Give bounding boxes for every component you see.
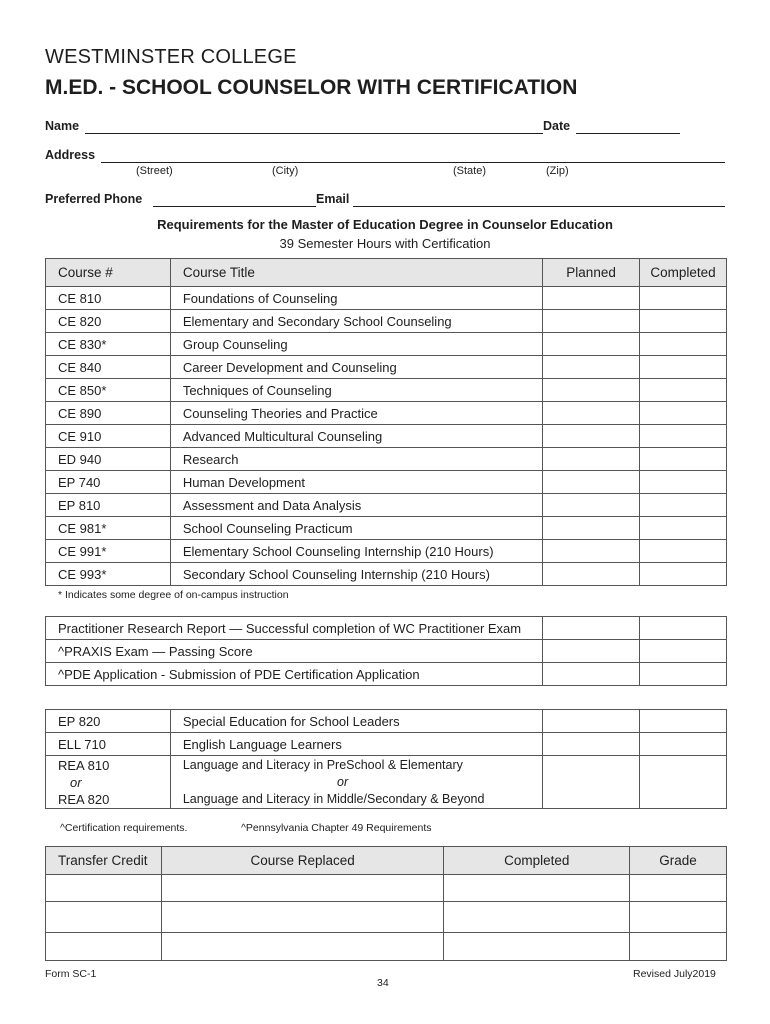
exam-table xyxy=(45,616,727,686)
course-title: Assessment and Data Analysis xyxy=(170,494,542,517)
course-number: EP 810 xyxy=(46,494,171,517)
date-field[interactable] xyxy=(576,133,680,134)
completed-cell[interactable] xyxy=(640,494,727,517)
table-row xyxy=(46,710,727,733)
table-row xyxy=(46,540,727,563)
completed-cell[interactable] xyxy=(444,902,630,933)
table-row xyxy=(46,517,727,540)
completed-cell[interactable] xyxy=(640,663,727,686)
course-title: Group Counseling xyxy=(170,333,542,356)
course-number: ED 940 xyxy=(46,448,171,471)
planned-cell[interactable] xyxy=(543,402,640,425)
program-title: M.ED. - SCHOOL COUNSELOR WITH CERTIFICATION xyxy=(45,76,578,99)
course-replaced-cell[interactable] xyxy=(161,902,444,933)
planned-cell[interactable] xyxy=(543,517,640,540)
course-title: Foundations of Counseling xyxy=(170,287,542,310)
header-grade: Grade xyxy=(630,847,727,875)
revised-date: Revised July2019 xyxy=(633,968,716,980)
course-replaced-cell[interactable] xyxy=(161,875,444,902)
planned-cell[interactable] xyxy=(543,756,640,809)
rea-course-titles xyxy=(170,756,542,809)
planned-cell[interactable] xyxy=(543,448,640,471)
transfer-table xyxy=(45,846,727,961)
completed-cell[interactable] xyxy=(640,617,727,640)
date-label: Date xyxy=(543,119,571,133)
form-id: Form SC-1 xyxy=(45,968,97,980)
rea-title-1: Language and Literacy in PreSchool & Elementary xyxy=(182,757,463,772)
table-row xyxy=(46,425,727,448)
course-number: CE 820 xyxy=(46,310,171,333)
street-caption: (Street) xyxy=(136,165,173,177)
planned-cell[interactable] xyxy=(543,356,640,379)
rea-number-1: REA 810 xyxy=(58,757,110,773)
header-course-title: Course Title xyxy=(170,259,542,287)
planned-cell[interactable] xyxy=(543,494,640,517)
planned-cell[interactable] xyxy=(543,333,640,356)
planned-cell[interactable] xyxy=(543,563,640,586)
course-table xyxy=(45,258,727,586)
completed-cell[interactable] xyxy=(640,402,727,425)
completed-cell[interactable] xyxy=(640,333,727,356)
header-planned: Planned xyxy=(543,259,640,287)
course-number: EP 740 xyxy=(46,471,171,494)
completed-cell[interactable] xyxy=(640,563,727,586)
address-label: Address xyxy=(45,148,96,162)
completed-cell[interactable] xyxy=(640,379,727,402)
course-number: CE 890 xyxy=(46,402,171,425)
course-number: ELL 710 xyxy=(46,733,171,756)
certification-note: ^Certification requirements. xyxy=(60,822,188,834)
planned-cell[interactable] xyxy=(543,617,640,640)
table-row xyxy=(46,471,727,494)
transfer-credit-cell[interactable] xyxy=(46,875,162,902)
planned-cell[interactable] xyxy=(543,733,640,756)
rea-course-numbers xyxy=(46,756,171,809)
course-replaced-cell[interactable] xyxy=(161,933,444,961)
table-row xyxy=(46,663,727,686)
completed-cell[interactable] xyxy=(640,540,727,563)
requirement-text: ^PRAXIS Exam — Passing Score xyxy=(46,640,543,663)
header-completed: Completed xyxy=(640,259,727,287)
completed-cell[interactable] xyxy=(640,733,727,756)
course-title: Secondary School Counseling Internship (210 Hours) xyxy=(170,563,542,586)
course-title: Career Development and Counseling xyxy=(170,356,542,379)
table-row xyxy=(46,356,727,379)
completed-cell[interactable] xyxy=(640,710,727,733)
email-label: Email xyxy=(316,192,350,206)
table-row xyxy=(46,875,727,902)
name-label: Name xyxy=(45,119,80,133)
course-title: Special Education for School Leaders xyxy=(170,710,542,733)
email-field[interactable] xyxy=(353,206,725,207)
requirements-title: Requirements for the Master of Education Degree in Counselor Education xyxy=(157,217,613,232)
header-transfer-credit: Transfer Credit xyxy=(46,847,162,875)
grade-cell[interactable] xyxy=(630,875,727,902)
table-row xyxy=(46,333,727,356)
course-number: CE 981* xyxy=(46,517,171,540)
course-number: CE 850* xyxy=(46,379,171,402)
course-number: CE 993* xyxy=(46,563,171,586)
completed-cell[interactable] xyxy=(640,425,727,448)
table-row xyxy=(46,448,727,471)
rea-title-2: Language and Literacy in Middle/Secondary & Beyond xyxy=(182,791,485,806)
table-row xyxy=(46,310,727,333)
transfer-header-row xyxy=(46,847,727,875)
completed-cell[interactable] xyxy=(640,640,727,663)
course-title: Counseling Theories and Practice xyxy=(170,402,542,425)
course-title: English Language Learners xyxy=(170,733,542,756)
course-header-row xyxy=(46,259,727,287)
planned-cell[interactable] xyxy=(543,640,640,663)
table-row xyxy=(46,379,727,402)
course-title: School Counseling Practicum xyxy=(170,517,542,540)
transfer-credit-cell[interactable] xyxy=(46,933,162,961)
zip-caption: (Zip) xyxy=(546,165,569,177)
header-course-replaced: Course Replaced xyxy=(161,847,444,875)
completed-cell[interactable] xyxy=(444,933,630,961)
course-number: CE 830* xyxy=(46,333,171,356)
requirements-subtitle: 39 Semester Hours with Certification xyxy=(279,236,491,251)
planned-cell[interactable] xyxy=(543,710,640,733)
course-title: Elementary School Counseling Internship (210 Hours) xyxy=(170,540,542,563)
address-field[interactable] xyxy=(101,162,725,163)
course-number: CE 910 xyxy=(46,425,171,448)
certification-table xyxy=(45,709,727,809)
completed-cell[interactable] xyxy=(640,356,727,379)
table-row xyxy=(46,733,727,756)
planned-cell[interactable] xyxy=(543,663,640,686)
table-row xyxy=(46,494,727,517)
table-row xyxy=(46,640,727,663)
grade-cell[interactable] xyxy=(630,933,727,961)
planned-cell[interactable] xyxy=(543,287,640,310)
completed-cell[interactable] xyxy=(444,875,630,902)
pennsylvania-note: ^Pennsylvania Chapter 49 Requirements xyxy=(241,822,432,834)
table-row xyxy=(46,563,727,586)
course-title: Human Development xyxy=(170,471,542,494)
completed-cell[interactable] xyxy=(640,471,727,494)
header-course-number: Course # xyxy=(46,259,171,287)
grade-cell[interactable] xyxy=(630,902,727,933)
rea-title-or: or xyxy=(337,774,349,789)
table-row xyxy=(46,287,727,310)
completed-cell[interactable] xyxy=(640,310,727,333)
course-number: EP 820 xyxy=(46,710,171,733)
course-title: Elementary and Secondary School Counseling xyxy=(170,310,542,333)
name-field[interactable] xyxy=(85,133,543,134)
planned-cell[interactable] xyxy=(543,310,640,333)
requirement-text: ^PDE Application - Submission of PDE Certification Application xyxy=(46,663,543,686)
completed-cell[interactable] xyxy=(640,448,727,471)
college-name: WESTMINSTER COLLEGE xyxy=(45,46,297,68)
page-number: 34 xyxy=(377,977,389,989)
course-title: Research xyxy=(170,448,542,471)
completed-cell[interactable] xyxy=(640,756,727,809)
table-row xyxy=(46,902,727,933)
city-caption: (City) xyxy=(272,165,299,177)
header-transfer-completed: Completed xyxy=(444,847,630,875)
on-campus-note: * Indicates some degree of on-campus instruction xyxy=(58,589,289,601)
requirement-text: Practitioner Research Report — Successful completion of WC Practitioner Exam xyxy=(46,617,543,640)
rea-or: or xyxy=(70,774,82,790)
planned-cell[interactable] xyxy=(543,379,640,402)
rea-number-2: REA 820 xyxy=(58,791,110,807)
planned-cell[interactable] xyxy=(543,425,640,448)
planned-cell[interactable] xyxy=(543,540,640,563)
state-caption: (State) xyxy=(453,165,487,177)
table-row xyxy=(46,402,727,425)
table-row xyxy=(46,617,727,640)
planned-cell[interactable] xyxy=(543,471,640,494)
course-number: CE 810 xyxy=(46,287,171,310)
transfer-credit-cell[interactable] xyxy=(46,902,162,933)
table-row xyxy=(46,933,727,961)
course-number: CE 991* xyxy=(46,540,171,563)
table-row xyxy=(46,756,727,809)
phone-field[interactable] xyxy=(153,206,316,207)
phone-label: Preferred Phone xyxy=(45,192,143,206)
course-title: Techniques of Counseling xyxy=(170,379,542,402)
completed-cell[interactable] xyxy=(640,287,727,310)
course-number: CE 840 xyxy=(46,356,171,379)
course-title: Advanced Multicultural Counseling xyxy=(170,425,542,448)
completed-cell[interactable] xyxy=(640,517,727,540)
